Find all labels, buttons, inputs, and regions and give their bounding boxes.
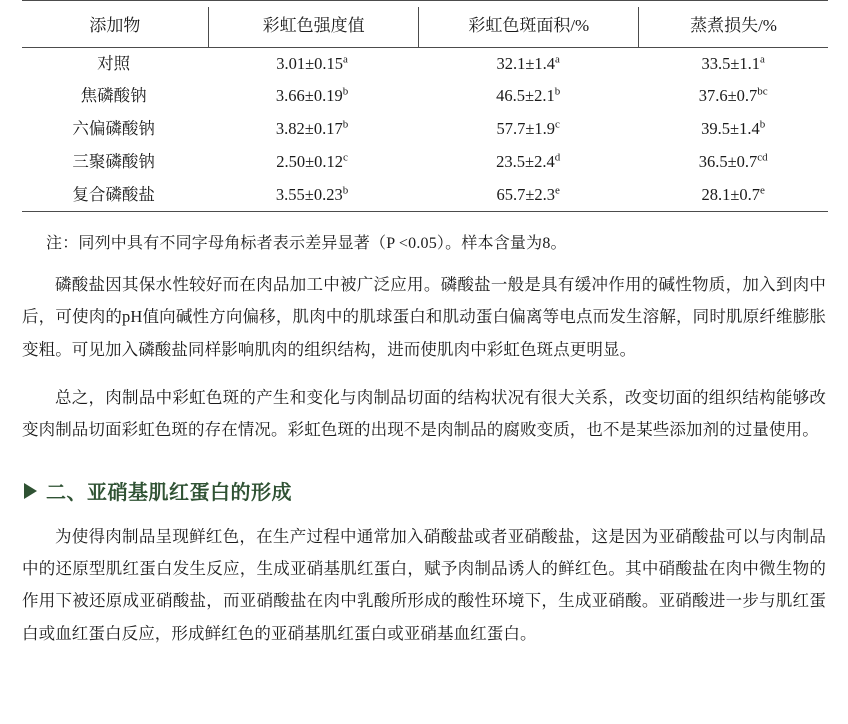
cell-value: 33.5±1.1 xyxy=(701,53,761,73)
cell-loss xyxy=(638,80,828,113)
cell-note: c xyxy=(555,118,560,131)
table-header xyxy=(22,7,828,47)
table-row xyxy=(22,146,828,179)
cell-additive: 三聚磷酸钠 xyxy=(72,151,155,171)
cell-intensity xyxy=(206,179,419,212)
col-header-intensity: 彩虹色强度值 xyxy=(208,7,419,47)
table-bottom-rule xyxy=(22,211,828,212)
section-heading xyxy=(22,476,826,505)
col-header-area: 彩虹色斑面积/% xyxy=(419,7,639,47)
col-header-loss: 蒸煮损失/% xyxy=(639,7,828,47)
cell-loss xyxy=(638,48,828,81)
cell-value: 32.1±1.4 xyxy=(496,53,555,73)
cell-intensity xyxy=(206,113,419,146)
cell-value: 3.01±0.15 xyxy=(276,53,344,73)
paragraph-summary: 总之，肉制品中彩虹色斑的产生和变化与肉制品切面的结构状况有很大关系，改变切面的组织结构能够改变肉制品切面彩虹色斑的存在情况。彩虹色斑的出现不是肉制品的腐败变质，也不是某些添加剂的过量使用。 xyxy=(22,387,826,439)
cell-area xyxy=(418,146,637,179)
cell-note: cd xyxy=(757,151,768,164)
table-row xyxy=(22,179,828,212)
cell-value: 3.55±0.23 xyxy=(275,184,343,204)
results-table-body xyxy=(22,48,828,212)
cell-value: 28.1±0.7 xyxy=(701,184,761,204)
cell-value: 36.5±0.7 xyxy=(698,151,758,171)
cell-additive: 六偏磷酸钠 xyxy=(72,119,155,138)
results-table xyxy=(22,7,828,47)
cell-note: c xyxy=(343,151,348,164)
table-footnote: 注：同列中具有不同字母角标者表示差异显著（P <0.05）。样本含量为8。 xyxy=(46,235,567,253)
cell-value: 46.5±2.1 xyxy=(496,86,555,106)
table-row xyxy=(22,80,828,113)
cell-value: 39.5±1.4 xyxy=(701,119,760,138)
cell-value: 3.82±0.17 xyxy=(275,119,343,138)
cell-note: e xyxy=(555,184,560,196)
cell-loss xyxy=(638,179,828,212)
cell-additive: 焦磷酸钠 xyxy=(80,86,147,106)
cell-note: e xyxy=(760,184,765,196)
cell-value: 2.50±0.12 xyxy=(276,151,344,171)
cell-area xyxy=(418,48,637,81)
cell-intensity xyxy=(206,48,419,81)
cell-value: 37.6±0.7 xyxy=(698,86,758,106)
cell-note: a xyxy=(343,53,348,65)
paragraph-nitrosomyoglobin: 为使得肉制品呈现鲜红色，在生产过程中通常加入硝酸盐或者亚硝酸盐，这是因为亚硝酸盐可以与肉制品中的还原型肌红蛋白发生反应，生成亚硝基肌红蛋白，赋予肉制品诱人的鲜红色。其中硝酸盐在肉中微生物的作用下被还原成亚硝酸盐，而亚硝酸盐在肉中乳酸所形成的酸性环境下，生成亚硝酸。亚硝酸进一步与肌红蛋白或血红蛋白反应，形成鲜红色的亚硝基肌红蛋白或亚硝基血红蛋白。 xyxy=(22,527,826,643)
cell-note: d xyxy=(554,151,561,164)
paragraph-phosphate: 磷酸盐因其保水性较好而在肉品加工中被广泛应用。磷酸盐一般是具有缓冲作用的碱性物质，加入到肉中后，可使肉的pH值向碱性方向偏移，肌肉中的肌球蛋白和肌动蛋白偏离等电点而发生溶解，同时肌原纤维膨胀变粗。可见加入磷酸盐同样影响肌肉的组织结构，进而使肌肉中彩虹色斑点更明显。 xyxy=(22,275,826,359)
cell-area xyxy=(418,80,637,113)
cell-loss xyxy=(638,113,828,146)
cell-note: b xyxy=(759,118,766,131)
cell-value: 3.66±0.19 xyxy=(275,86,343,106)
cell-intensity xyxy=(206,80,419,113)
triangle-bullet-icon xyxy=(24,483,37,499)
cell-additive: 复合磷酸盐 xyxy=(72,184,155,204)
cell-area xyxy=(418,113,637,146)
cell-area xyxy=(418,179,637,212)
cell-note: a xyxy=(555,53,560,65)
cell-value: 65.7±2.3 xyxy=(496,184,555,204)
cell-additive: 对照 xyxy=(97,53,131,73)
cell-note: b xyxy=(342,184,349,196)
table-top-rule xyxy=(22,0,828,1)
section-title: 二、亚硝基肌红蛋白的形成 xyxy=(46,482,292,505)
cell-value: 57.7±1.9 xyxy=(496,119,555,138)
cell-loss xyxy=(638,146,828,179)
cell-note: bc xyxy=(757,85,768,98)
cell-note: b xyxy=(342,85,349,98)
cell-intensity xyxy=(206,146,419,179)
cell-note: b xyxy=(554,85,561,98)
cell-note: a xyxy=(760,53,765,65)
table-header-row xyxy=(22,7,828,47)
table-row xyxy=(22,113,828,146)
table-row xyxy=(22,48,828,81)
cell-note: b xyxy=(342,118,349,131)
col-header-additive: 添加物 xyxy=(89,16,141,35)
cell-value: 23.5±2.4 xyxy=(496,151,555,171)
